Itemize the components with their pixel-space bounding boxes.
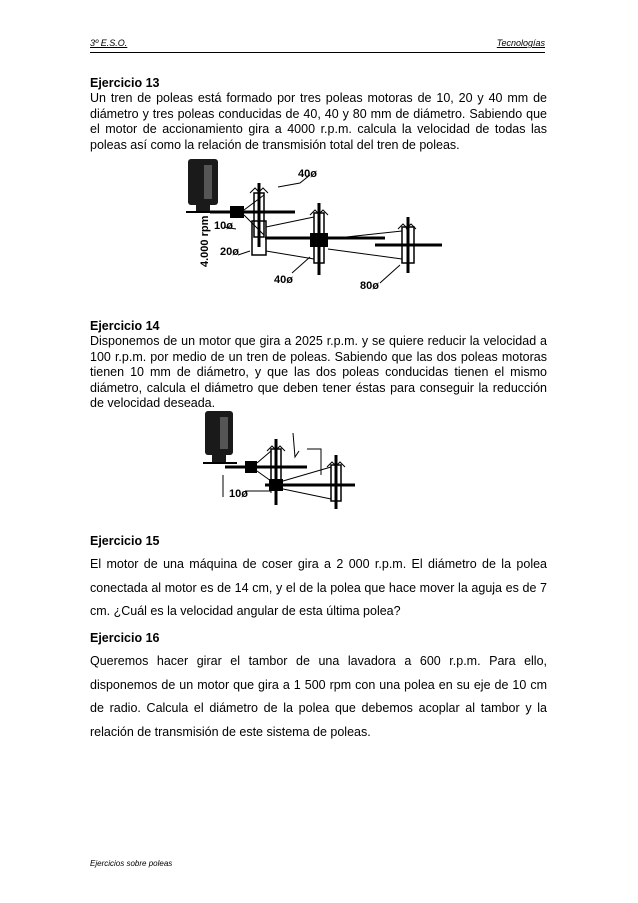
exercise-13-title: Ejercicio 13 (90, 76, 160, 90)
exercise-14-title: Ejercicio 14 (90, 319, 160, 333)
exercise-14-text: Disponemos de un motor que gira a 2025 r.p.m. y se quiere reducir la velocidad a 100 r.p.m. por medio de un tren de poleas. Sabiendo que las dos poleas motoras tienen 10 mm de diámetro, y que las dos poleas conducidas tienen el mismo diámetro, calcula el diámetro que deben tener éstas para conseguir la reducción de velocidad deseada. (90, 334, 547, 410)
exercise-15 (90, 530, 547, 624)
exercise-13-text: Un tren de poleas está formado por tres poleas motoras de 10, 20 y 40 mm de diámetro y tres poleas conducidas de 40, 40 y 80 mm de diámetro. Sabiendo que el motor de accionamiento gira a 4000 r.p.m. calcula la velocidad de todas las poleas así como la relación de transmisión total del tren de poleas. (90, 91, 547, 152)
motor (188, 159, 218, 205)
header-subject: Tecnologías (496, 38, 545, 48)
pulley-conducida-a (267, 439, 285, 505)
exercise-13 (90, 76, 547, 153)
label-d80: 80ø (360, 280, 379, 290)
exercise-15-title: Ejercicio 15 (90, 534, 160, 548)
label-d40b: 40ø (274, 274, 293, 286)
exercise-16-text: Queremos hacer girar el tambor de una lavadora a 600 r.p.m. Para ello, disponemos de un motor que gira a 1 500 rpm con una polea en su eje de 10 cm de radio. Calcula el diámetro de la polea que debemos acoplar al tambor y la relación de transmisión de este sistema de poleas. (90, 654, 547, 739)
page-header (90, 38, 545, 53)
exercise-14 (90, 319, 547, 412)
label-d10: 10ø (214, 220, 233, 232)
exercise-16 (90, 627, 547, 744)
label-d40a: 40ø (298, 168, 317, 180)
exercise-13-diagram (180, 155, 455, 290)
motor (205, 411, 233, 455)
exercise-14-diagram (195, 405, 370, 510)
pulley-conducida-b (327, 455, 345, 509)
label-d10: 10ø (229, 488, 248, 500)
pulley-10 (230, 206, 244, 218)
pulley-40c (310, 233, 328, 247)
page-footer: Ejercicios sobre poleas (90, 859, 173, 868)
exercise-15-text: El motor de una máquina de coser gira a 2 000 r.p.m. El diámetro de la polea conectada al motor es de 14 cm, y el de la polea que hace mover la aguja es de 7 cm. ¿Cuál es la velocidad angular de esta última polea? (90, 557, 547, 618)
label-d20: 20ø (220, 246, 239, 258)
exercise-16-title: Ejercicio 16 (90, 631, 160, 645)
header-course: 3º E.S.O. (90, 38, 128, 48)
label-rpm: 4.000 rpm (199, 215, 211, 267)
pulley-10-a (245, 461, 257, 473)
